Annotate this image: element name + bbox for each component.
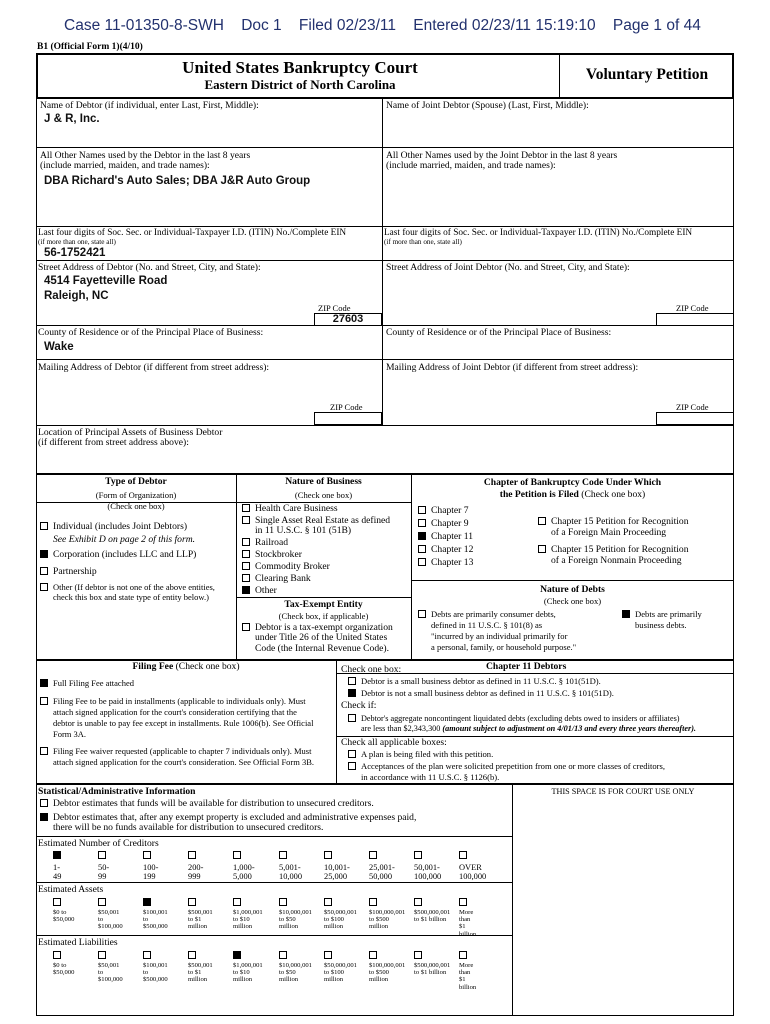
- consumer-debts-label-4: a personal, family, or household purpose.": [431, 642, 577, 652]
- tax-exempt-checkbox[interactable]: [242, 623, 250, 631]
- creditors-label-1: 1- 49: [53, 863, 62, 881]
- plan-filed-label: A plan is being filed with this petition.: [361, 749, 494, 759]
- other-entity-checkbox[interactable]: [40, 583, 48, 591]
- single-asset-label-2: in 11 U.S.C. § 101 (51B): [255, 525, 352, 536]
- consumer-debts-label-1: Debts are primarily consumer debts,: [431, 609, 556, 619]
- full-fee-label: Full Filing Fee attached: [53, 678, 134, 688]
- creditors-checkbox-2[interactable]: [98, 851, 106, 859]
- joint-mailing-label: Mailing Address of Joint Debtor (if different from street address):: [386, 362, 639, 373]
- debtor-other-names-label-1: All Other Names used by the Debtor in the last 8 years: [40, 150, 251, 161]
- ch11-debtors-title: Chapter 11 Debtors: [486, 661, 567, 672]
- joint-ssn-sub: (if more than one, state all): [384, 238, 462, 246]
- chapter-title-1: Chapter of Bankruptcy Code Under Which: [483, 477, 662, 488]
- creditors-label-5: 1,000- 5,000: [233, 863, 255, 881]
- liabilities-label-7: $50,000,001 to $100 million: [324, 962, 357, 984]
- funds-available-label: Debtor estimates that funds will be available for distribution to unsecured creditors.: [53, 798, 374, 809]
- small-business-label: Debtor is a small business debtor as defined in 11 U.S.C. § 101(51D).: [361, 676, 601, 686]
- debtor-other-names-label-2: (include married, maiden, and trade names):: [40, 160, 210, 171]
- single-asset-checkbox[interactable]: [242, 516, 250, 524]
- debtor-ssn-label: Last four digits of Soc. Sec. or Individual-Taxpayer I.D. (ITIN) No./Complete EIN: [38, 228, 347, 238]
- tax-exempt-line3: Code (the Internal Revenue Code).: [255, 643, 389, 654]
- small-business-checkbox[interactable]: [348, 677, 356, 685]
- creditors-label-6: 5,001- 10,000: [279, 863, 303, 881]
- waiver-label-1: Filing Fee waiver requested (applicable to chapter 7 individuals only). Must: [53, 746, 312, 756]
- aggregate-debts-note: (amount subject to adjustment on 4/01/13 and every three years thereafter).: [442, 724, 696, 733]
- joint-county-label: County of Residence or of the Principal Place of Business:: [386, 327, 612, 338]
- other-entity-label-1: Other (If debtor is not one of the above entities,: [53, 582, 215, 592]
- individual-note: See Exhibit D on page 2 of this form.: [53, 534, 196, 545]
- liabilities-checkbox-6[interactable]: [279, 951, 287, 959]
- corporation-checkbox[interactable]: [40, 550, 48, 558]
- chapter-15-nonmain-label-1: Chapter 15 Petition for Recognition: [551, 544, 689, 555]
- assets-label-7: $50,000,001 to $100 million: [324, 909, 357, 931]
- stockbroker-checkbox[interactable]: [242, 550, 250, 558]
- chapter-12-checkbox[interactable]: [418, 545, 426, 553]
- joint-mailing-zip-box: [656, 412, 734, 425]
- chapter-title-2: [411, 490, 734, 501]
- chapter-15-main-label-1: Chapter 15 Petition for Recognition: [551, 516, 689, 527]
- creditors-label-2: 50- 99: [98, 863, 110, 881]
- petition-title: Voluntary Petition: [585, 66, 709, 83]
- liabilities-label-3: $100,001 to $500,000: [143, 962, 168, 984]
- tax-exempt-line1: Debtor is a tax-exempt organization: [255, 622, 393, 633]
- creditors-checkbox-8[interactable]: [369, 851, 377, 859]
- debtor-other-names-value: DBA Richard's Auto Sales; DBA J&R Auto Group: [44, 175, 311, 187]
- debtor-street-line2: Raleigh, NC: [44, 290, 109, 302]
- full-fee-checkbox[interactable]: [40, 679, 48, 687]
- debtor-ssn-value: 56-1752421: [44, 247, 106, 259]
- plan-filed-checkbox[interactable]: [348, 750, 356, 758]
- funds-available-checkbox[interactable]: [40, 799, 48, 807]
- chapter-13-checkbox[interactable]: [418, 558, 426, 566]
- health-care-checkbox[interactable]: [242, 504, 250, 512]
- filing-fee-title-b: (Check one box): [175, 661, 240, 672]
- debtor-mailing-zip-box: [314, 412, 382, 425]
- consumer-debts-label-3: "incurred by an individual primarily for: [431, 631, 568, 641]
- waiver-label-2: attach signed application for the court's consideration. See Official Form 3B.: [53, 757, 315, 767]
- no-funds-label-2: there will be no funds available for distribution to unsecured creditors.: [53, 822, 324, 833]
- commodity-label: Commodity Broker: [255, 561, 330, 572]
- page-number: Page 1 of 44: [612, 17, 701, 34]
- creditors-title: Estimated Number of Creditors: [38, 838, 159, 849]
- tax-exempt-line2: under Title 26 of the United States: [255, 632, 388, 643]
- chapter-15-nonmain-checkbox[interactable]: [538, 545, 546, 553]
- individual-label: Individual (includes Joint Debtors): [53, 521, 188, 532]
- debtor-mailing-label: Mailing Address of Debtor (if different from street address):: [38, 362, 270, 373]
- installment-label-2: attach signed application for the court's consideration certifying that the: [53, 707, 297, 717]
- creditors-checkbox-5[interactable]: [233, 851, 241, 859]
- joint-ssn-label: Last four digits of Soc. Sec. or Individual-Taxpayer I.D. (ITIN) No./Complete EIN: [384, 228, 693, 238]
- case-number: Case 11-01350-8-SWH: [64, 17, 224, 34]
- consumer-debts-checkbox[interactable]: [418, 610, 426, 618]
- doc-number: Doc 1: [241, 17, 282, 34]
- joint-name-label: Name of Joint Debtor (Spouse) (Last, First, Middle):: [386, 100, 589, 111]
- debtor-mailing-zip-label: ZIP Code: [330, 402, 363, 412]
- partnership-label: Partnership: [53, 566, 97, 577]
- business-debts-checkbox[interactable]: [622, 610, 630, 618]
- assets-checkbox-1[interactable]: [53, 898, 61, 906]
- assets-checkbox-6[interactable]: [279, 898, 287, 906]
- assets-title: Estimated Assets: [38, 884, 104, 895]
- joint-zip-box: [656, 313, 734, 326]
- creditors-checkbox-9[interactable]: [414, 851, 422, 859]
- case-stamp: [64, 17, 701, 35]
- consumer-debts-label-2: defined in 11 U.S.C. § 101(8) as: [431, 620, 543, 630]
- debtor-zip-label: ZIP Code: [318, 303, 351, 313]
- court-title: United States Bankruptcy Court: [182, 58, 418, 77]
- single-asset-label-1: Single Asset Real Estate as defined: [255, 515, 391, 526]
- liabilities-checkbox-9[interactable]: [414, 951, 422, 959]
- aggregate-debts-checkbox[interactable]: [348, 714, 356, 722]
- liabilities-label-9: $500,000,001 to $1 billion: [414, 962, 451, 977]
- clearing-bank-checkbox[interactable]: [242, 574, 250, 582]
- creditors-label-10: OVER 100,000: [459, 863, 487, 881]
- liabilities-checkbox-5[interactable]: [233, 951, 241, 959]
- chapter-7-checkbox[interactable]: [418, 506, 426, 514]
- acceptances-label-1: Acceptances of the plan were solicited prepetition from one or more classes of creditors,: [361, 761, 666, 771]
- assets-label-6: $10,000,001 to $50 million: [279, 909, 312, 931]
- court-district: Eastern District of North Carolina: [204, 77, 396, 92]
- assets-checkbox-9[interactable]: [414, 898, 422, 906]
- debtor-county-value: Wake: [44, 341, 74, 353]
- debtor-name-value: J & R, Inc.: [44, 113, 100, 125]
- clearing-bank-label: Clearing Bank: [255, 573, 311, 584]
- aggregate-debts-label-2: [361, 724, 696, 735]
- check-if-label: Check if:: [341, 700, 377, 711]
- liabilities-label-1: $0 to $50,000: [53, 962, 75, 977]
- creditors-label-7: 10,001- 25,000: [324, 863, 350, 881]
- assets-checkbox-7[interactable]: [324, 898, 332, 906]
- assets-label-9: $500,000,001 to $1 billion: [414, 909, 451, 924]
- nature-business-sub: (Check one box): [294, 490, 353, 500]
- liabilities-title: Estimated Liabilities: [38, 937, 118, 948]
- other-entity-label-2: check this box and state type of entity below.): [53, 592, 209, 602]
- joint-other-names-label-1: All Other Names used by the Joint Debtor in the last 8 years: [386, 150, 618, 161]
- assets-checkbox-10[interactable]: [459, 898, 467, 906]
- corporation-label: Corporation (includes LLC and LLP): [53, 549, 197, 560]
- nature-business-title: Nature of Business: [285, 476, 362, 487]
- other-business-label: Other: [255, 585, 277, 596]
- other-business-checkbox[interactable]: [242, 586, 250, 594]
- creditors-checkbox-10[interactable]: [459, 851, 467, 859]
- no-funds-checkbox[interactable]: [40, 813, 48, 821]
- assets-label-4: $500,001 to $1 million: [188, 909, 213, 931]
- chapter-15-main-checkbox[interactable]: [538, 517, 546, 525]
- statistical-title: Statistical/Administrative Information: [38, 786, 196, 797]
- aggregate-debts-amount: are less than $2,343,300: [361, 724, 441, 733]
- creditors-label-3: 100- 199: [143, 863, 159, 881]
- chapter-12-label: Chapter 12: [431, 544, 474, 555]
- assets-checkbox-8[interactable]: [369, 898, 377, 906]
- filing-fee-title-a: Filing Fee: [132, 661, 174, 672]
- liabilities-label-10: More than $1 billion: [459, 962, 477, 991]
- acceptances-checkbox[interactable]: [348, 762, 356, 770]
- liabilities-checkbox-8[interactable]: [369, 951, 377, 959]
- health-care-label: Health Care Business: [255, 503, 338, 514]
- stockbroker-label: Stockbroker: [255, 549, 302, 560]
- creditors-checkbox-1[interactable]: [53, 851, 61, 859]
- type-debtor-sub2: (Check one box): [107, 501, 165, 511]
- debtor-zip-value: 27603: [332, 313, 364, 325]
- chapter-title-2a: the Petition is Filed: [499, 489, 579, 500]
- nature-debts-title: Nature of Debts: [540, 584, 605, 595]
- liabilities-checkbox-7[interactable]: [324, 951, 332, 959]
- installment-label-1: Filing Fee to be paid in installments (applicable to individuals only). Must: [53, 696, 306, 706]
- liabilities-label-4: $500,001 to $1 million: [188, 962, 213, 984]
- assets-label-3: $100,001 to $500,000: [143, 909, 168, 931]
- creditors-checkbox-7[interactable]: [324, 851, 332, 859]
- assets-checkbox-3[interactable]: [143, 898, 151, 906]
- creditors-label-9: 50,001- 100,000: [414, 863, 442, 881]
- chapter-11-checkbox[interactable]: [418, 532, 426, 540]
- chapter-11-label: Chapter 11: [431, 531, 474, 542]
- assets-checkbox-5[interactable]: [233, 898, 241, 906]
- individual-checkbox[interactable]: [40, 522, 48, 530]
- liabilities-label-8: $100,000,001 to $500 million: [369, 962, 406, 984]
- not-small-business-label: Debtor is not a small business debtor as defined in 11 U.S.C. § 101(51D).: [361, 688, 614, 698]
- creditors-label-8: 25,001- 50,000: [369, 863, 395, 881]
- entered-date: Entered 02/23/11 15:19:10: [413, 17, 596, 34]
- liabilities-checkbox-2[interactable]: [98, 951, 106, 959]
- assets-label-8: $100,000,001 to $500 million: [369, 909, 406, 931]
- partnership-checkbox[interactable]: [40, 567, 48, 575]
- joint-zip-label: ZIP Code: [676, 303, 709, 313]
- tax-exempt-title: Tax-Exempt Entity: [284, 599, 363, 610]
- chapter-7-label: Chapter 7: [431, 505, 469, 516]
- form-id: B1 (Official Form 1)(4/10): [37, 42, 143, 52]
- creditors-checkbox-4[interactable]: [188, 851, 196, 859]
- assets-label-2: $50,001 to $100,000: [98, 909, 123, 931]
- liabilities-label-2: $50,001 to $100,000: [98, 962, 123, 984]
- not-small-business-checkbox[interactable]: [348, 689, 356, 697]
- joint-other-names-label-2: (include married, maiden, and trade names):: [386, 160, 556, 171]
- business-debts-label-1: Debts are primarily: [635, 609, 702, 619]
- debtor-county-label: County of Residence or of the Principal Place of Business:: [38, 327, 264, 338]
- debtor-name-label: Name of Debtor (if individual, enter Last, First, Middle):: [40, 100, 259, 111]
- location-label-2: (if different from street address above):: [38, 437, 189, 448]
- type-debtor-title: Type of Debtor: [105, 476, 167, 487]
- installment-label-3: debtor is unable to pay fee except in installments. Rule 1006(b). See Official: [53, 718, 314, 728]
- filed-date: Filed 02/23/11: [298, 17, 397, 34]
- check-all-label: Check all applicable boxes:: [341, 737, 447, 748]
- commodity-checkbox[interactable]: [242, 562, 250, 570]
- liabilities-checkbox-1[interactable]: [53, 951, 61, 959]
- business-debts-label-2: business debts.: [635, 620, 687, 630]
- nature-debts-sub: (Check one box): [543, 596, 602, 606]
- court-use-label: THIS SPACE IS FOR COURT USE ONLY: [551, 787, 695, 796]
- chapter-13-label: Chapter 13: [431, 557, 474, 568]
- installment-checkbox[interactable]: [40, 697, 48, 705]
- debtor-ssn-sub: (if more than one, state all): [38, 238, 116, 246]
- liabilities-checkbox-10[interactable]: [459, 951, 467, 959]
- assets-label-5: $1,000,001 to $10 million: [233, 909, 263, 931]
- debtor-street-label: Street Address of Debtor (No. and Street, City, and State):: [38, 262, 261, 273]
- assets-checkbox-2[interactable]: [98, 898, 106, 906]
- location-label-1: Location of Principal Assets of Business Debtor: [38, 427, 223, 438]
- chapter-15-nonmain-label-2: of a Foreign Nonmain Proceeding: [551, 555, 682, 566]
- aggregate-debts-label-1: Debtor's aggregate noncontingent liquidated debts (excluding debts owed to insiders or affiliates): [361, 714, 680, 723]
- filing-fee-title: [36, 662, 336, 673]
- assets-label-1: $0 to $50,000: [53, 909, 75, 924]
- check-one-label: Check one box:: [341, 664, 402, 675]
- liabilities-checkbox-4[interactable]: [188, 951, 196, 959]
- no-funds-label-1: Debtor estimates that, after any exempt property is excluded and administrative expenses paid,: [53, 812, 417, 823]
- railroad-label: Railroad: [255, 537, 289, 548]
- joint-mailing-zip-label: ZIP Code: [676, 402, 709, 412]
- creditors-checkbox-3[interactable]: [143, 851, 151, 859]
- waiver-checkbox[interactable]: [40, 747, 48, 755]
- tax-exempt-sub: (Check box, if applicable): [278, 611, 369, 621]
- installment-label-4: Form 3A.: [53, 729, 87, 739]
- liabilities-label-5: $1,000,001 to $10 million: [233, 962, 263, 984]
- assets-label-10: More than $1: [459, 909, 474, 931]
- joint-street-label: Street Address of Joint Debtor (No. and Street, City, and State):: [386, 262, 630, 273]
- chapter-15-main-label-2: of a Foreign Main Proceeding: [551, 527, 667, 538]
- creditors-checkbox-6[interactable]: [279, 851, 287, 859]
- railroad-checkbox[interactable]: [242, 538, 250, 546]
- chapter-9-checkbox[interactable]: [418, 519, 426, 527]
- chapter-title-2b: (Check one box): [581, 489, 646, 500]
- acceptances-label-2: in accordance with 11 U.S.C. § 1126(b).: [361, 772, 500, 782]
- chapter-9-label: Chapter 9: [431, 518, 469, 529]
- debtor-street-line1: 4514 Fayetteville Road: [44, 275, 168, 287]
- type-debtor-sub1: (Form of Organization): [95, 490, 177, 500]
- creditors-label-4: 200- 999: [188, 863, 204, 881]
- liabilities-checkbox-3[interactable]: [143, 951, 151, 959]
- assets-checkbox-4[interactable]: [188, 898, 196, 906]
- liabilities-label-6: $10,000,001 to $50 million: [279, 962, 312, 984]
